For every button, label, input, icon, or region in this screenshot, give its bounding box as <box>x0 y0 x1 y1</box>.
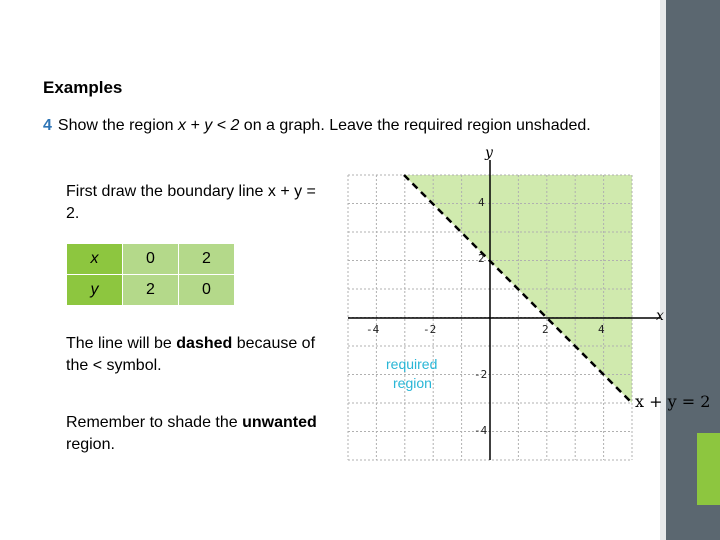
table-cell: 0 <box>179 275 235 306</box>
shade-note-post: region. <box>66 436 115 453</box>
dashed-note-post: because of the < symbol. <box>66 335 316 374</box>
y-axis-label: y <box>485 145 493 161</box>
boundary-step: First draw the boundary line x + y = 2. <box>66 183 316 222</box>
x-axis-label: x <box>656 308 664 324</box>
heading: Examples <box>43 78 123 97</box>
table-cell: 0 <box>123 244 179 275</box>
line-equation: x + y = 2 <box>635 392 711 411</box>
y-tick-label: -2 <box>474 368 488 381</box>
x-tick-label: 2 <box>542 323 549 336</box>
x-tick-label: 4 <box>598 323 605 336</box>
dashed-note-pre: The line will be <box>66 335 177 352</box>
x-tick-label: -2 <box>423 323 437 336</box>
table-cell: 2 <box>179 244 235 275</box>
table-cell: 2 <box>123 275 179 306</box>
x-tick-label: -4 <box>366 323 380 336</box>
table-row-label: y <box>67 275 123 306</box>
y-tick-label: 4 <box>478 196 485 209</box>
y-tick-label: 2 <box>478 252 485 265</box>
question-text-before: Show the region <box>57 117 178 134</box>
question-number: 4 <box>43 117 52 134</box>
question-inequality: x + y < 2 <box>177 117 240 134</box>
region-label-line2: region <box>393 375 432 391</box>
table-row-label: x <box>67 244 123 275</box>
shade-note-bold: unwanted <box>242 414 317 431</box>
shade-note-pre: Remember to shade the <box>66 414 243 431</box>
question-text-after: on a graph. Leave the required region unshaded. <box>239 117 591 134</box>
region-label-line1: required <box>386 356 438 372</box>
dashed-note-bold: dashed <box>176 335 233 352</box>
y-tick-label: -4 <box>474 424 488 437</box>
